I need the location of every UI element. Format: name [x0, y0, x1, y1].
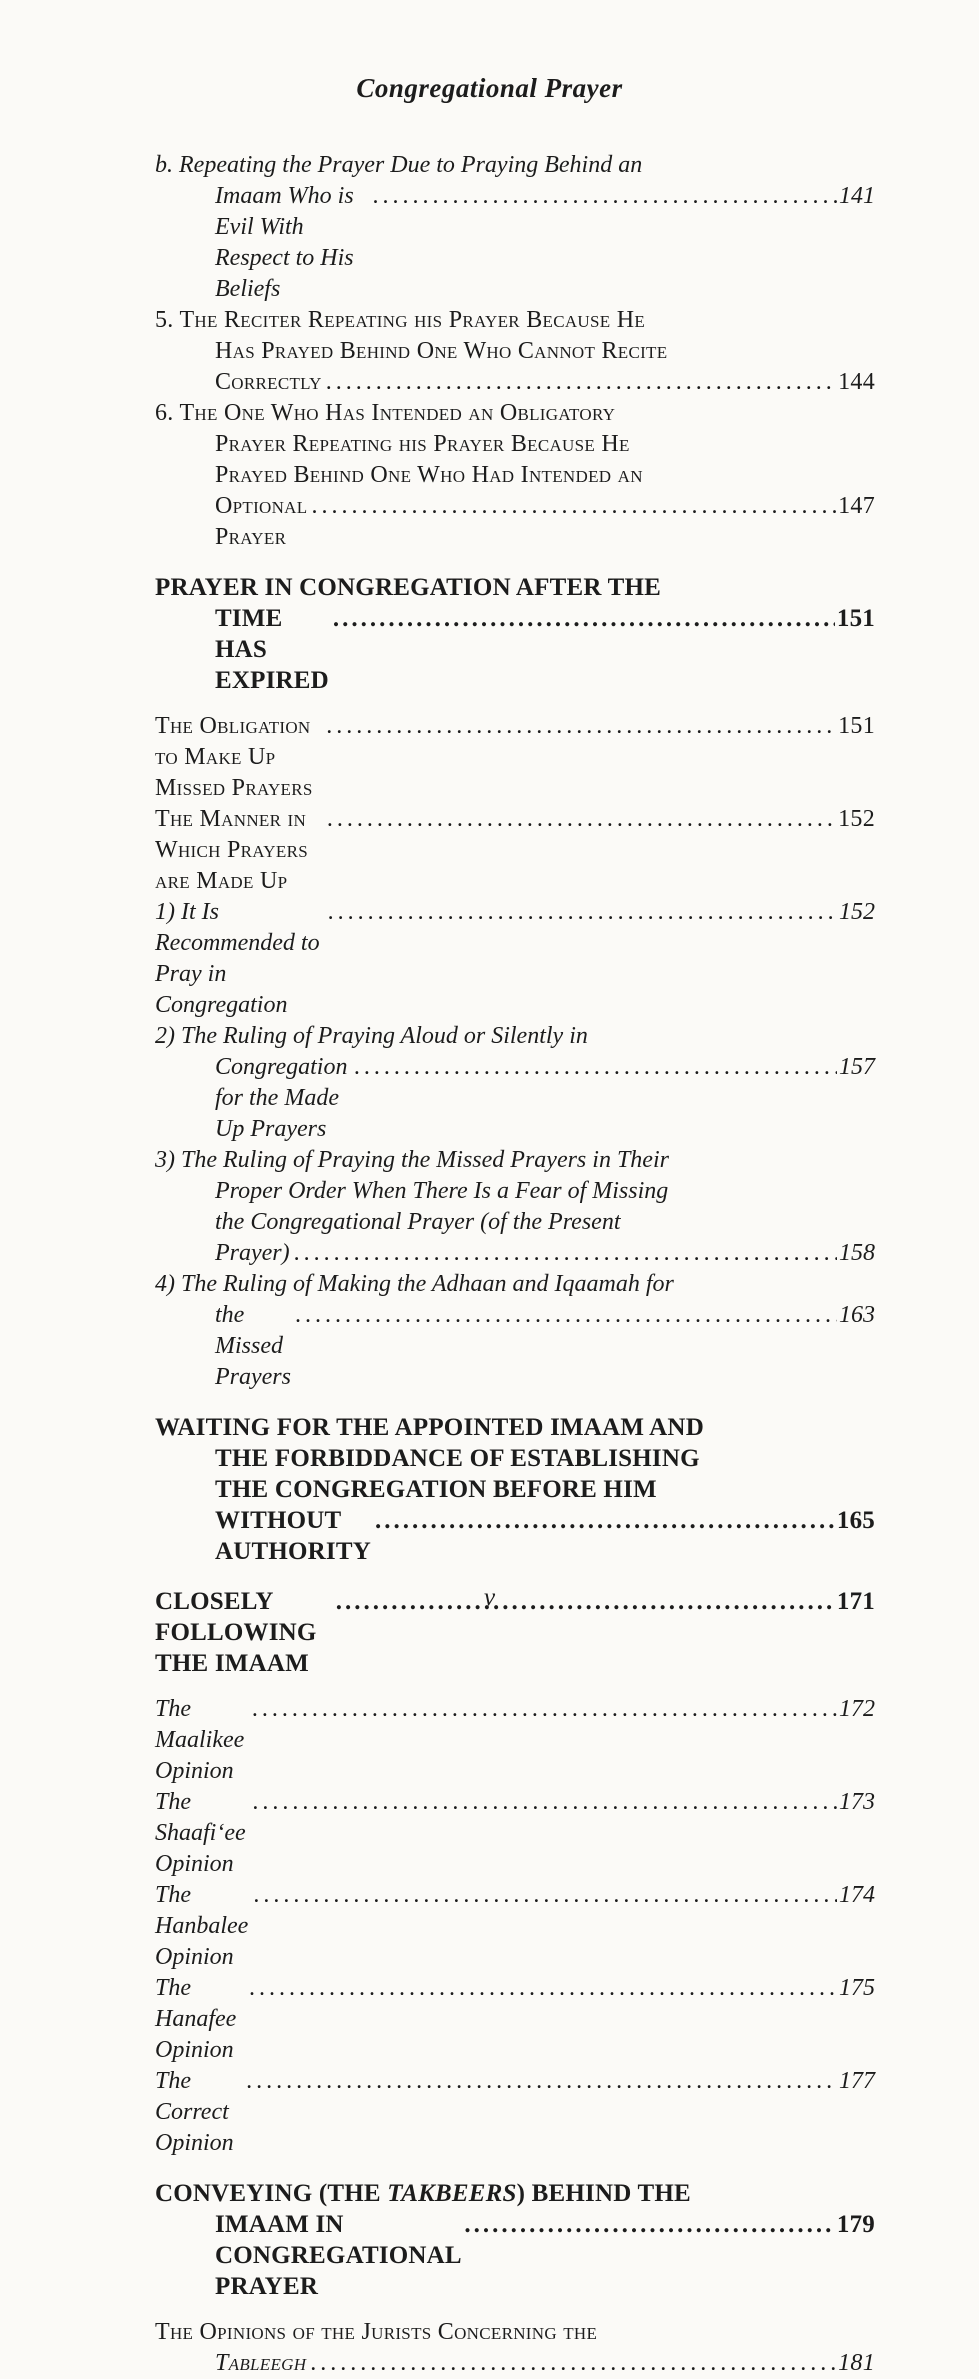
- toc-entry-text: [155, 2180, 691, 2207]
- toc-entry-line: [155, 804, 875, 897]
- toc-entry-line: [155, 1880, 875, 1973]
- toc-entry-line: [155, 336, 875, 367]
- toc-entry: [155, 1787, 875, 1880]
- toc-entry-line: [155, 1973, 875, 2066]
- toc-entry-text: [215, 338, 667, 364]
- toc-entry-text: [215, 2209, 467, 2302]
- toc-text-segment: THE FORBIDDANCE OF ESTABLISHING: [215, 1445, 700, 1472]
- dot-leader: [327, 804, 836, 835]
- toc-text-segment: ) BEHIND THE: [516, 2180, 691, 2207]
- dot-leader: [372, 181, 837, 212]
- toc-page-number: 174: [839, 1882, 875, 1908]
- toc-page-number: 165: [836, 1507, 875, 1534]
- toc-entry-text: [215, 1209, 620, 1235]
- toc-page-number: 147: [838, 493, 875, 519]
- toc-text-segment: 5. The Reciter Repeating his Prayer Because He: [155, 307, 646, 333]
- toc-text-segment: The Opinions of the Jurists Concerning the: [155, 2319, 598, 2345]
- toc-entry-text: [215, 367, 322, 398]
- toc-text-segment: 6. The One Who Has Intended an Obligatory: [155, 400, 616, 426]
- toc-entry-line: [155, 2348, 875, 2379]
- toc-entry-text: [215, 603, 329, 696]
- toc-entry: [155, 804, 875, 897]
- toc-entry-line: [155, 305, 875, 336]
- toc-text-segment: CONVEYING (THE: [155, 2180, 388, 2207]
- toc-entry-line: [155, 1269, 875, 1300]
- dot-leader: [326, 711, 836, 742]
- toc-entry-text: [215, 1476, 657, 1503]
- page-footer: [0, 1584, 979, 1612]
- toc-entry-text: [155, 1973, 245, 2066]
- toc-page-number: 152: [838, 806, 875, 832]
- toc-entry-text: [155, 1787, 252, 1880]
- toc-entry-line: [155, 572, 875, 603]
- toc-entry-line: [155, 398, 875, 429]
- toc-entry-text: [215, 431, 630, 457]
- toc-entry-text: [155, 2319, 597, 2345]
- toc-entry-text: [215, 491, 314, 553]
- toc-entry: [155, 150, 875, 305]
- toc-page-number: 141: [839, 183, 875, 209]
- toc-text-segment: WAITING FOR THE APPOINTED IMAAM AND: [155, 1414, 704, 1441]
- toc-entry: [155, 1694, 875, 1787]
- toc-entry-text: [215, 181, 368, 305]
- toc-entry: [155, 398, 875, 553]
- toc-entry-line: [155, 1412, 875, 1443]
- toc-text-segment: Prayed Behind One Who Had Intended an: [215, 462, 643, 488]
- toc-entry: [155, 2178, 875, 2302]
- toc-entry-line: [155, 603, 875, 696]
- toc-text-segment: the Congregational Prayer (of the Present: [215, 1209, 621, 1235]
- dot-leader: [354, 1052, 837, 1083]
- toc-entry-line: [155, 2178, 875, 2209]
- toc-page-number: 177: [839, 2068, 875, 2094]
- toc-entry-text: [155, 1414, 704, 1441]
- toc-text-segment: The Correct Opinion: [155, 2068, 235, 2156]
- toc-text-segment: Tableegh: [215, 2350, 307, 2376]
- dot-leader: [253, 1880, 837, 1911]
- toc-entry-text: [215, 1445, 700, 1472]
- toc-page-number: 181: [838, 2350, 875, 2376]
- dot-leader: [246, 2066, 837, 2097]
- toc-page-number: 163: [839, 1302, 875, 1328]
- dot-leader: [294, 1238, 837, 1269]
- toc-entry-line: [155, 1052, 875, 1145]
- toc-entry-line: [155, 460, 875, 491]
- toc-entry: [155, 305, 875, 398]
- toc-text-segment: The Hanbalee Opinion: [155, 1882, 255, 1970]
- toc-page-number: 152: [839, 899, 875, 925]
- toc-entry-line: [155, 2317, 875, 2348]
- dot-leader: [311, 491, 836, 522]
- toc-entry-line: [155, 711, 875, 804]
- toc-text-segment: IMAAM IN CONGREGATIONAL PRAYER: [215, 2211, 467, 2300]
- toc-text-segment: The Maalikee Opinion: [155, 1696, 251, 1784]
- toc-text-segment: Prayer): [215, 1240, 290, 1266]
- toc-entry-line: [155, 1694, 875, 1787]
- toc-entry-text: [155, 400, 615, 426]
- toc-entry-line: [155, 1238, 875, 1269]
- toc-entry: [155, 1145, 875, 1269]
- toc-entry-text: [215, 2348, 306, 2379]
- toc-text-segment: 4) The Ruling of Making the Adhaan and Iqaamah for: [155, 1271, 674, 1297]
- toc-entry-text: [155, 1271, 674, 1297]
- toc-entry-text: [155, 711, 322, 804]
- toc-text-segment: 2) The Ruling of Praying Aloud or Silently in: [155, 1023, 588, 1049]
- toc-text-segment: Proper Order When There Is a Fear of Missing: [215, 1178, 669, 1204]
- toc-entry-text: [155, 152, 642, 178]
- toc-entry-text: [215, 1238, 290, 1269]
- toc-entry: [155, 897, 875, 1021]
- toc-entry-line: [155, 1505, 875, 1567]
- dot-leader: [326, 367, 836, 398]
- toc-text-segment: CLOSELY FOLLOWING THE IMAAM: [155, 1588, 323, 1677]
- dot-leader: [249, 1973, 837, 2004]
- toc-page-number: 172: [839, 1696, 875, 1722]
- toc-text-segment: THE CONGREGATION BEFORE HIM: [215, 1476, 657, 1503]
- toc-text-segment: Prayer Repeating his Prayer Because He: [215, 431, 630, 457]
- toc-entry-text: [155, 897, 324, 1021]
- toc-text-segment: the Missed Prayers: [215, 1302, 291, 1390]
- toc-text-segment: Optional Prayer: [215, 493, 314, 550]
- toc-entry: [155, 2066, 875, 2159]
- dot-leader: [333, 603, 835, 634]
- toc-entry-line: [155, 367, 875, 398]
- toc-text-segment: Correctly: [215, 369, 322, 395]
- toc-entry-line: [155, 897, 875, 1021]
- toc-page-number: 151: [836, 605, 875, 632]
- toc-entry-line: [155, 2209, 875, 2302]
- toc-text-segment: 1) It Is Recommended to Pray in Congregation: [155, 899, 326, 1018]
- toc-entry-text: [155, 804, 323, 897]
- toc-text-segment: WITHOUT AUTHORITY: [215, 1507, 371, 1565]
- toc-text-segment: TIME HAS EXPIRED: [215, 605, 329, 694]
- toc-entry-line: [155, 1021, 875, 1052]
- toc-entry-text: [155, 1147, 669, 1173]
- book-page: [0, 72, 979, 2376]
- toc-text-segment: The Manner in Which Prayers are Made Up: [155, 806, 315, 894]
- toc-entry-line: [155, 1300, 875, 1393]
- toc-entry-line: [155, 491, 875, 553]
- toc-entry-text: [155, 2066, 242, 2159]
- toc-entry: [155, 2317, 875, 2379]
- toc-text-segment: The Shaafi‘ee Opinion: [155, 1789, 252, 1877]
- toc-entry-line: [155, 1787, 875, 1880]
- toc-entry: [155, 1412, 875, 1567]
- dot-leader: [464, 2209, 834, 2240]
- toc-entry-line: [155, 1145, 875, 1176]
- toc-page-number: 144: [838, 369, 875, 395]
- toc-page-number: 173: [839, 1789, 875, 1815]
- toc-page-number: 157: [839, 1054, 875, 1080]
- dot-leader: [295, 1300, 837, 1331]
- toc-entry-line: [155, 181, 875, 305]
- toc-entry: [155, 711, 875, 804]
- toc-text-segment: PRAYER IN CONGREGATION AFTER THE: [155, 574, 662, 601]
- toc-entry-line: [155, 1474, 875, 1505]
- toc-entry-text: [155, 574, 661, 601]
- toc-text-segment: TAKBEERS: [387, 2180, 517, 2207]
- toc-entry-line: [155, 1443, 875, 1474]
- toc-entry: [155, 1021, 875, 1145]
- toc-text-segment: b. Repeating the Prayer Due to Praying Behind an: [155, 152, 643, 178]
- toc-text-segment: The Obligation to Make Up Missed Prayers: [155, 713, 317, 801]
- running-header: [0, 72, 979, 104]
- toc-entry: [155, 1269, 875, 1393]
- toc-entry-line: [155, 2066, 875, 2159]
- page-number: v: [483, 1584, 496, 1611]
- toc-text-segment: 3) The Ruling of Praying the Missed Prayers in Their: [155, 1147, 669, 1173]
- toc-entry-text: [155, 1023, 588, 1049]
- toc-text-segment: Congregation for the Made Up Prayers: [215, 1054, 354, 1142]
- toc-page-number: 151: [838, 713, 875, 739]
- dot-leader: [375, 1505, 835, 1536]
- book-title: Congregational Prayer: [356, 73, 623, 103]
- toc-entry-line: [155, 1176, 875, 1207]
- toc-page-number: 179: [836, 2211, 875, 2238]
- toc-entry-text: [155, 1880, 255, 1973]
- toc-entry-text: [215, 1052, 354, 1145]
- dot-leader: [252, 1694, 837, 1725]
- dot-leader: [328, 897, 837, 928]
- toc-page-number: 158: [839, 1240, 875, 1266]
- toc-page-number: 175: [839, 1975, 875, 2001]
- toc-page-number: 171: [836, 1588, 875, 1615]
- toc-entry-text: [215, 1505, 371, 1567]
- toc-entry-text: [215, 1178, 668, 1204]
- toc-entry-text: [155, 307, 645, 333]
- dot-leader: [252, 1787, 837, 1818]
- toc-entry: [155, 1880, 875, 1973]
- toc-entry-text: [215, 1300, 291, 1393]
- toc-list: [0, 150, 979, 2379]
- toc-entry-text: [155, 1694, 251, 1787]
- toc-text-segment: Imaam Who is Evil With Respect to His Beliefs: [215, 183, 360, 302]
- toc-entry-line: [155, 150, 875, 181]
- toc-entry: [155, 1973, 875, 2066]
- toc-text-segment: The Hanafee Opinion: [155, 1975, 243, 2063]
- toc-entry-text: [215, 462, 643, 488]
- toc-entry-line: [155, 429, 875, 460]
- dot-leader: [310, 2348, 836, 2379]
- toc-text-segment: Has Prayed Behind One Who Cannot Recite: [215, 338, 668, 364]
- toc-entry: [155, 572, 875, 696]
- toc-entry-line: [155, 1207, 875, 1238]
